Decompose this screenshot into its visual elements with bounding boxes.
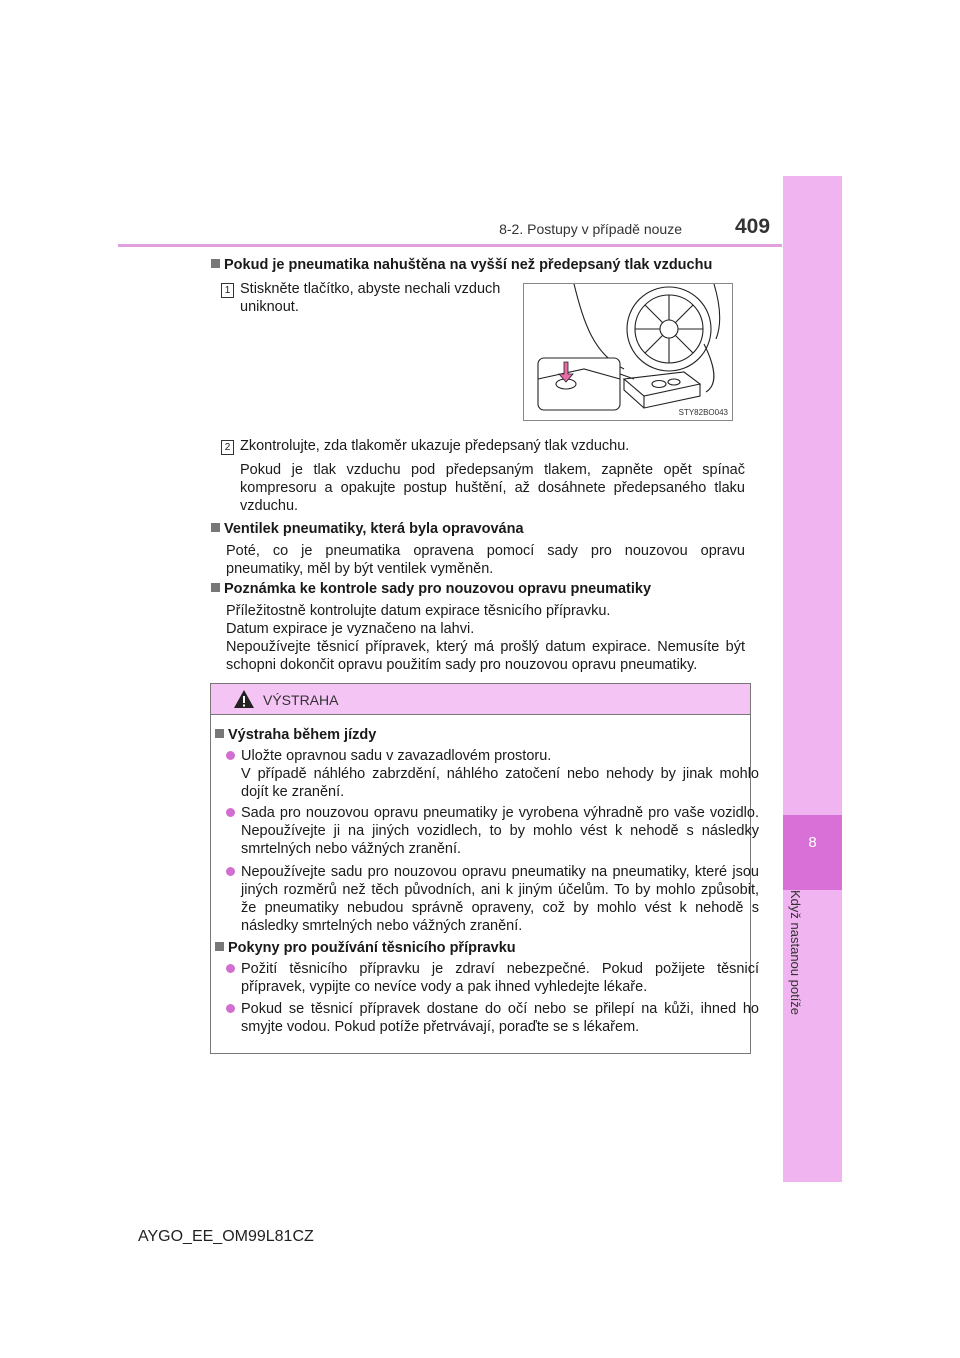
section-title: 8-2. Postupy v případě nouze <box>499 221 682 237</box>
header-rule <box>118 244 782 247</box>
warning-group-1-heading: Výstraha během jízdy <box>215 726 745 744</box>
note-line-1: Příležitostně kontrolujte datum expirace těsnicího přípravku. <box>226 603 611 619</box>
warning-title: VÝSTRAHA <box>263 692 339 708</box>
tire-compressor-illustration <box>523 283 733 421</box>
document-code: AYGO_EE_OM99L81CZ <box>138 1228 314 1245</box>
square-bullet-icon <box>211 523 220 532</box>
chapter-number: 8 <box>808 834 817 851</box>
bullet-dot-icon <box>226 964 235 973</box>
warning-header <box>211 684 750 715</box>
chapter-title-vertical <box>781 890 811 1030</box>
valve-text: Poté, co je pneumatika opravena pomocí sady pro nouzovou opravu pneumatiky, měl by být ventilek vyměněn. <box>226 543 745 577</box>
section-heading-note: Poznámka ke kontrole sady pro nouzovou opravu pneumatiky <box>211 580 751 598</box>
warning-bullet-1: Uložte opravnou sadu v zavazadlovém prostoru. V případě náhlého zabrzdění, náhlého zatočení nebo nehody by jinak mohlo dojít ke zranění. <box>226 747 759 801</box>
square-bullet-icon <box>215 942 224 951</box>
square-bullet-icon <box>211 583 220 592</box>
warning-triangle-icon <box>233 689 255 709</box>
warning-bullet-2: Sada pro nouzovou opravu pneumatiky je vyrobena výhradně pro vaše vozidlo. Nepoužívejte ji na jiných vozidlech, to by mohlo vést k nehodě s následky smrtelných nebo vážných zranění. <box>226 804 759 858</box>
square-bullet-icon <box>215 729 224 738</box>
square-bullet-icon <box>211 259 220 268</box>
bullet-dot-icon <box>226 751 235 760</box>
warning-group-2-heading: Pokyny pro používání těsnicího přípravku <box>215 939 745 957</box>
chapter-title: Když nastanou potíže <box>788 890 803 1016</box>
bullet-dot-icon <box>226 867 235 876</box>
warning-box <box>210 683 759 1054</box>
step-2-badge: 2 <box>221 440 234 455</box>
section-heading-valve: Ventilek pneumatiky, která byla opravována <box>211 520 751 538</box>
section-heading-over-pressure: Pokud je pneumatika nahuštěna na vyšší než předepsaný tlak vzduchu <box>211 256 751 274</box>
warning-bullet-5: Pokud se těsnicí přípravek dostane do očí nebo se přilepí na kůži, ihned ho smyjte vodou. Pokud potíže přetrvávají, poraďte se s lékařem. <box>226 1000 759 1036</box>
step-2-detail: Pokud je tlak vzduchu pod předepsaným tlakem, zapněte opět spínač kompresoru a opakujte postup huštění, až dosáhnete předepsaného tlaku vzduchu. <box>240 462 745 514</box>
note-line-3: Nepoužívejte těsnicí přípravek, který má prošlý datum expirace. Nemusíte být schopni dokončit opravu použitím sady pro nouzovou opravu pneumatiky. <box>226 639 745 673</box>
warning-bullet-4: Požití těsnicího přípravku je zdraví nebezpečné. Pokud požijete těsnicí přípravek, vypijte co nevíce vody a pak ihned vyhledejte lékaře. <box>226 960 759 996</box>
note-line-2: Datum expirace je vyznačeno na lahvi. <box>226 621 475 637</box>
page-number: 409 <box>735 215 771 238</box>
step-2-text: Zkontrolujte, zda tlakoměr ukazuje předepsaný tlak vzduchu. <box>240 438 630 454</box>
warning-bullet-3: Nepoužívejte sadu pro nouzovou opravu pneumatiky na pneumatiky, které jsou jiných rozměrů než těch původních, ani k jiným účelům. To by mohlo způsobit, že pneumatiky nebudou správně opraveny, což by mohlo vést k nehodě s následky smrtelných nebo vážných zranění. <box>226 863 759 935</box>
step-1-text: Stiskněte tlačítko, abyste nechali vzduch uniknout. <box>240 281 501 315</box>
step-1-badge: 1 <box>221 283 234 298</box>
figure-caption: STY82BO043 <box>678 408 728 417</box>
chapter-side-tab <box>783 176 842 1182</box>
bullet-dot-icon <box>226 808 235 817</box>
bullet-dot-icon <box>226 1004 235 1013</box>
chapter-number-block <box>783 815 842 890</box>
compressor-drawing <box>524 284 732 420</box>
